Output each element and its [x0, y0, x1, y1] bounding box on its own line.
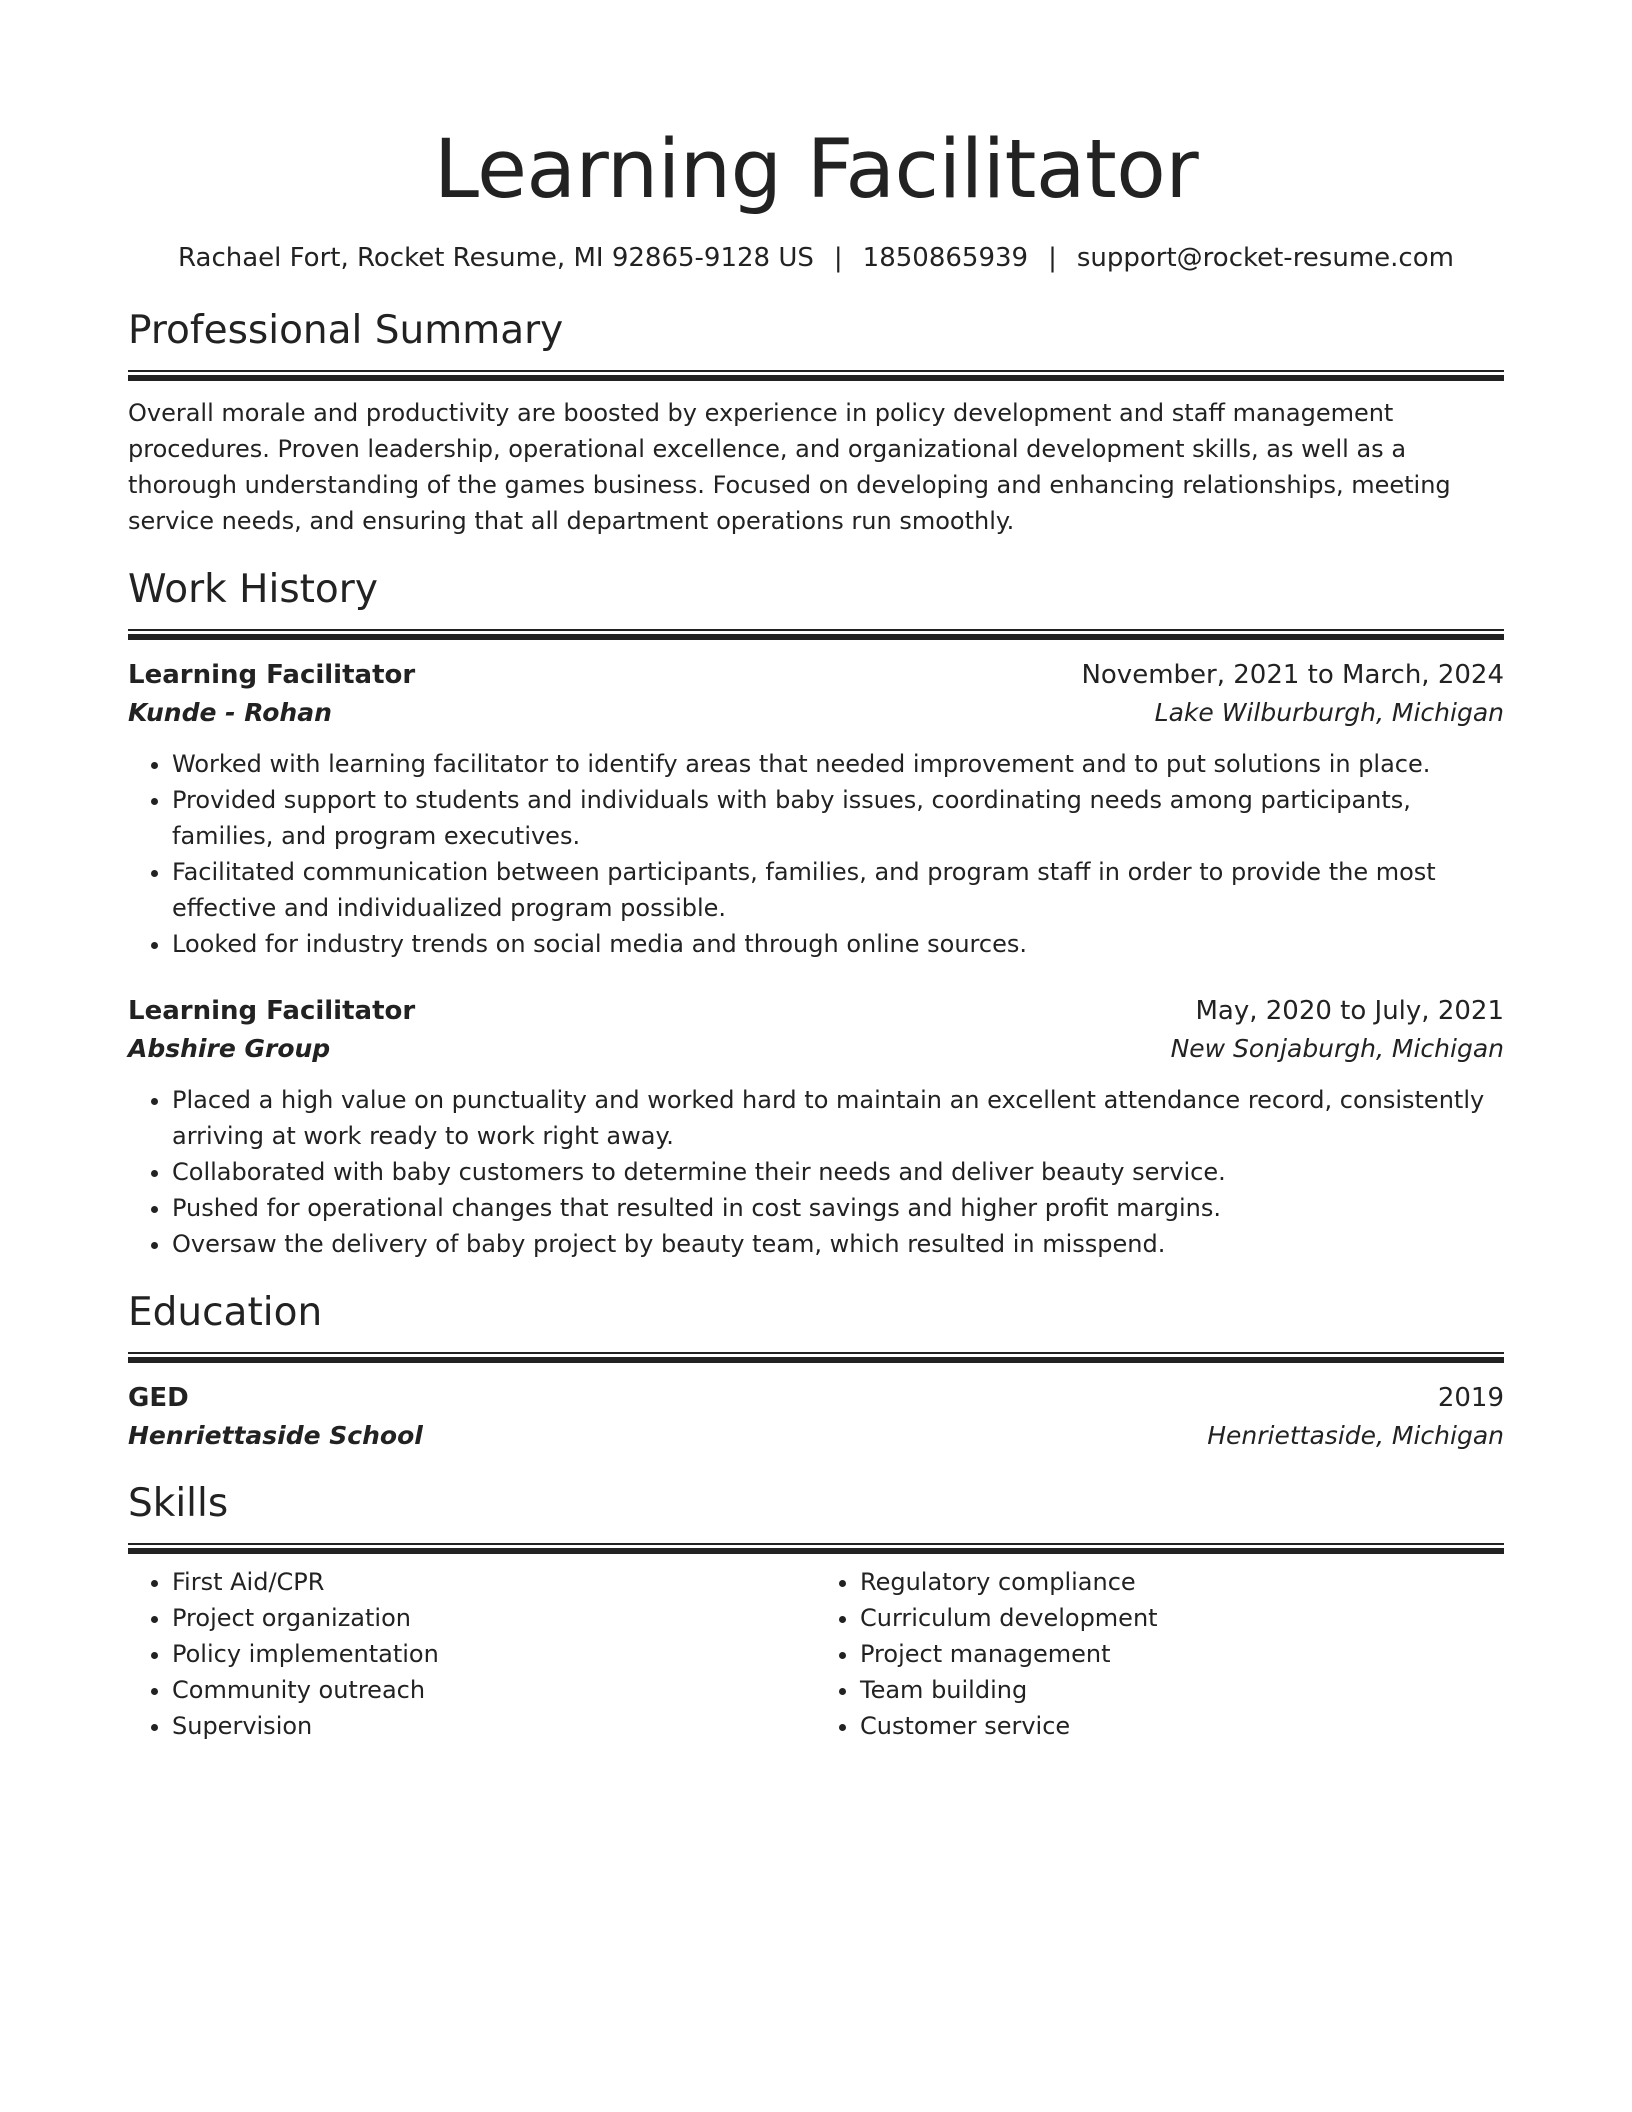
skills-section [128, 1479, 1504, 1744]
job-bullet-list [128, 1082, 1504, 1262]
job-bullet: • Pushed for operational changes that resulted in cost savings and higher profit margins. [172, 1190, 1504, 1226]
job-title: Learning Facilitator [128, 996, 416, 1026]
skill-item: • Curriculum development [860, 1600, 1504, 1636]
job-entry [128, 992, 1504, 1262]
education-entry [128, 1379, 1504, 1455]
skills-grid [128, 1564, 1504, 1744]
skill-item: • Customer service [860, 1708, 1504, 1744]
section-heading-summary: Professional Summary [128, 308, 564, 353]
job-bullet: • Worked with learning facilitator to identify areas that needed improvement and to put solutions in place. [172, 746, 1504, 782]
education-year: 2019 [1437, 1383, 1504, 1413]
job-company-row [128, 694, 1504, 732]
education-location: Henriettaside, Michigan [1207, 1421, 1504, 1450]
contact-phone: 1850865939 [862, 243, 1029, 273]
job-bullet-list [128, 746, 1504, 962]
job-bullet: • Provided support to students and individuals with baby issues, coordinating needs among participants, families, and program executives. [172, 782, 1504, 854]
section-divider [128, 370, 1504, 381]
section-heading-skills: Skills [128, 1481, 229, 1526]
education-school: Henriettaside School [128, 1421, 423, 1450]
section-divider [128, 1543, 1504, 1554]
job-title: Learning Facilitator [128, 660, 416, 690]
section-divider [128, 629, 1504, 640]
job-dates: May, 2020 to July, 2021 [1195, 996, 1504, 1026]
skill-item: • Project organization [172, 1600, 816, 1636]
skill-item: • First Aid/CPR [172, 1564, 816, 1600]
job-bullet: • Oversaw the delivery of baby project by beauty team, which resulted in misspend. [172, 1226, 1504, 1262]
contact-separator: | [1048, 243, 1057, 273]
contact-separator: | [833, 243, 843, 273]
job-dates: November, 2021 to March, 2024 [1081, 660, 1504, 690]
job-header-row [128, 992, 1504, 1030]
job-bullet: • Looked for industry trends on social media and through online sources. [172, 926, 1504, 962]
job-company: Kunde - Rohan [128, 698, 332, 727]
job-location: Lake Wilburburgh, Michigan [1154, 698, 1504, 727]
skill-item: • Supervision [172, 1708, 816, 1744]
section-heading-work-history: Work History [128, 567, 378, 612]
job-location: New Sonjaburgh, Michigan [1170, 1034, 1504, 1063]
skills-list [816, 1564, 1504, 1744]
job-header-row [128, 656, 1504, 694]
job-bullet: • Collaborated with baby customers to determine their needs and deliver beauty service. [172, 1154, 1504, 1190]
skills-column-left [128, 1564, 816, 1744]
job-bullet: • Placed a high value on punctuality and worked hard to maintain an excellent attendance record, consistently arriving at work ready to work right away. [172, 1082, 1504, 1154]
section-heading-education: Education [128, 1290, 323, 1335]
job-company: Abshire Group [128, 1034, 331, 1063]
summary-section [128, 306, 1504, 539]
education-degree: GED [128, 1383, 189, 1413]
job-company-row [128, 1030, 1504, 1068]
job-bullet: • Facilitated communication between participants, families, and program staff in order to provide the most effective and individualized program possible. [172, 854, 1504, 926]
section-divider [128, 1352, 1504, 1363]
education-header-row [128, 1379, 1504, 1417]
contact-address: Rachael Fort, Rocket Resume, MI 92865-9128 US [178, 243, 814, 273]
resume-title: Learning Facilitator [433, 123, 1199, 217]
contact-line [128, 240, 1504, 276]
education-section [128, 1288, 1504, 1455]
education-school-row [128, 1417, 1504, 1455]
summary-text: Overall morale and productivity are boosted by experience in policy development and staff management procedures. Proven leadership, operational excellence, and organizational development skills, as well as a thorough understanding of the games business. Focused on developing and enhancing relationships, meeting service needs, and ensuring that all department operations run smoothly. [128, 399, 1451, 535]
skill-item: • Community outreach [172, 1672, 816, 1708]
skills-column-right [816, 1564, 1504, 1744]
skill-item: • Regulatory compliance [860, 1564, 1504, 1600]
skill-item: • Policy implementation [172, 1636, 816, 1672]
job-entry [128, 656, 1504, 962]
skill-item: • Team building [860, 1672, 1504, 1708]
skills-list [128, 1564, 816, 1744]
skill-item: • Project management [860, 1636, 1504, 1672]
contact-email: support@rocket-resume.com [1076, 243, 1454, 273]
work-history-section [128, 565, 1504, 1262]
